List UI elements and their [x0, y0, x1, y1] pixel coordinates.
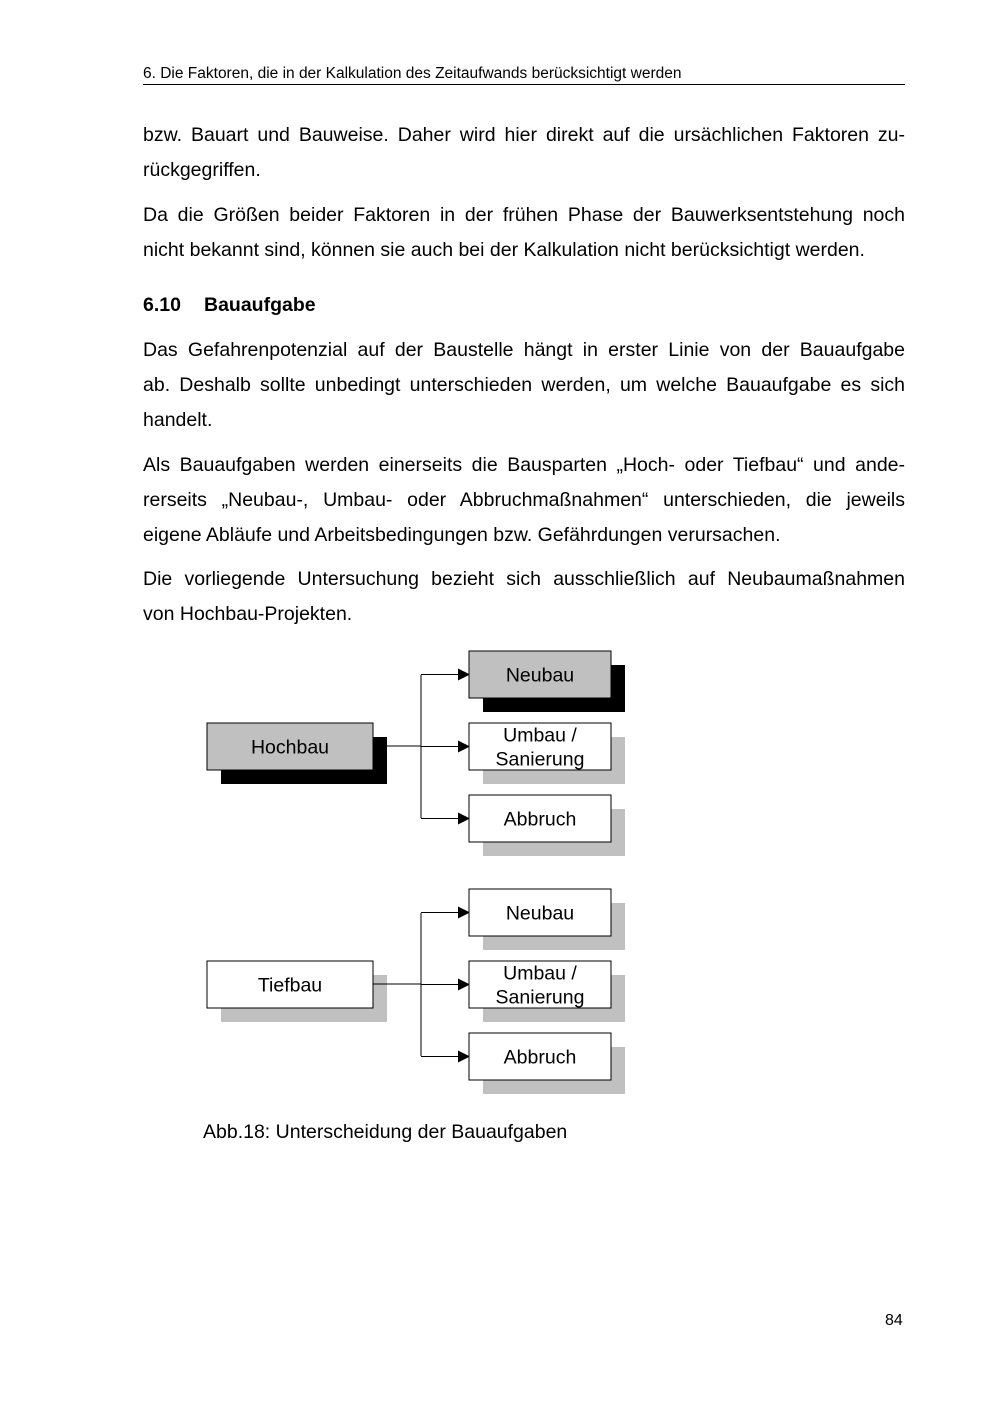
text-line: ab. Deshalb sollte unbedingt unterschieden werden, um welche Bauaufgabe es sich [143, 374, 905, 396]
child-node-label: Neubau [505, 902, 575, 925]
section-title: Bauaufgabe [204, 294, 316, 316]
child-node-label: Sanierung [495, 748, 585, 771]
text-line: rerseits „Neubau-, Umbau- oder Abbruchmaßnahmen“ unterschieden, die jeweils [143, 489, 905, 511]
text-line: rückgegriffen. [143, 159, 261, 181]
page-number: 84 [885, 1312, 903, 1329]
child-node-label: Abbruch [503, 1046, 577, 1069]
root-node-label: Tiefbau [257, 974, 323, 997]
child-node-label: Sanierung [495, 986, 585, 1009]
text-line: Die vorliegende Untersuchung bezieht sich ausschließlich auf Neubaumaßnahmen [143, 568, 905, 590]
text-line: von Hochbau-Projekten. [143, 603, 353, 625]
text-line: Das Gefahrenpotenzial auf der Baustelle hängt in erster Linie von der Bauaufgabe [143, 339, 905, 361]
child-node-label: Umbau / [503, 962, 577, 985]
text-line: Da die Größen beider Faktoren in der frühen Phase der Bauwerksentstehung noch [143, 204, 905, 226]
root-node-label: Hochbau [250, 736, 330, 759]
running-header: 6. Die Faktoren, die in der Kalkulation des Zeitaufwands berücksichtigt werden [143, 65, 905, 85]
text-line: handelt. [143, 409, 213, 431]
child-node-label: Abbruch [503, 808, 577, 831]
child-node-label: Umbau / [503, 724, 577, 747]
text-line: Als Bauaufgaben werden einerseits die Bausparten „Hoch- oder Tiefbau“ und ande- [143, 454, 905, 476]
text-line: nicht bekannt sind, können sie auch bei der Kalkulation nicht berücksichtigt werden. [143, 239, 865, 261]
section-number: 6.10 [143, 294, 181, 316]
text-line: bzw. Bauart und Bauweise. Daher wird hier direkt auf die ursächlichen Faktoren zu- [143, 124, 905, 146]
figure-caption: Abb.18: Unterscheidung der Bauaufgaben [203, 1121, 568, 1143]
child-node-label: Neubau [505, 664, 575, 687]
text-line: eigene Abläufe und Arbeitsbedingungen bzw. Gefährdungen verursachen. [143, 524, 781, 546]
